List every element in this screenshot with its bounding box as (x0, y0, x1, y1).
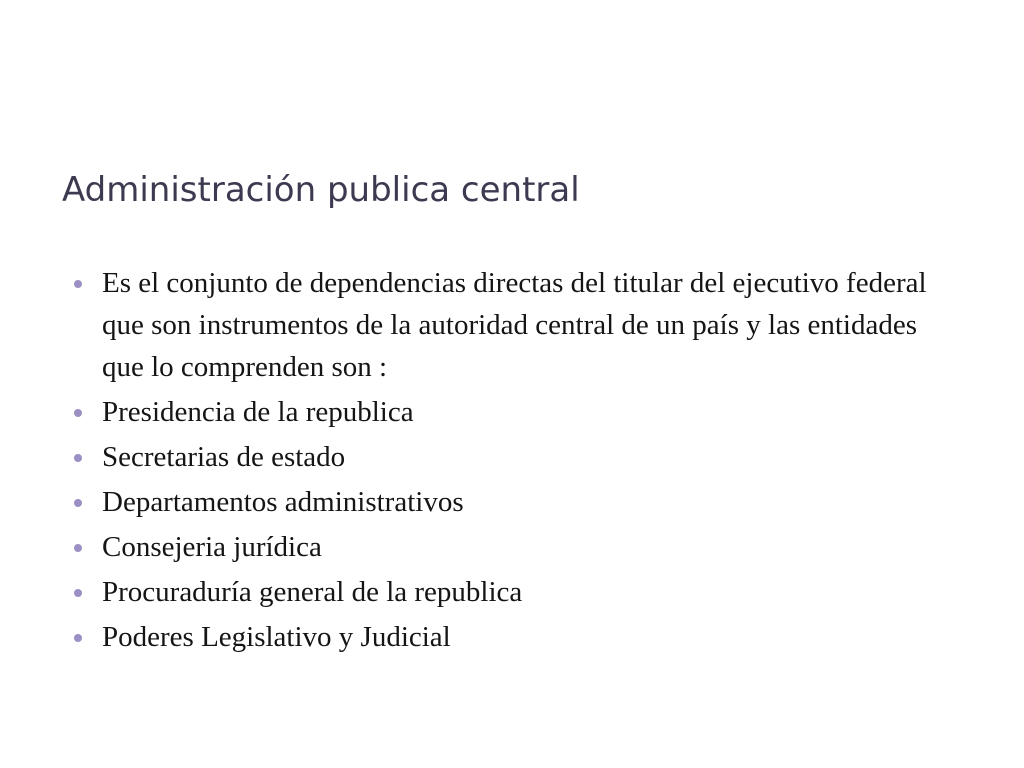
bullet-text: Poderes Legislativo y Judicial (102, 621, 451, 653)
bullet-text: Consejeria jurídica (102, 531, 322, 563)
bullet-dot-icon (74, 409, 82, 417)
bullet-text: Procuraduría general de la republica (102, 576, 523, 608)
bullet-text: Presidencia de la republica (102, 396, 414, 428)
slide-title: Administración publica central (62, 170, 580, 210)
bullet-text: Secretarias de estado (102, 441, 346, 473)
bullet-item-secretarias (74, 436, 954, 478)
bullet-item-presidencia (74, 391, 954, 433)
bullet-item-consejeria (74, 526, 954, 568)
bullet-dot-icon (74, 634, 82, 642)
bullet-dot-icon (74, 499, 82, 507)
bullet-text: Departamentos administrativos (102, 486, 464, 518)
bullet-dot-icon (74, 544, 82, 552)
bullet-item-procuraduria (74, 571, 954, 613)
bullet-item-definition (74, 262, 937, 388)
bullet-item-poderes (74, 616, 954, 658)
bullet-text: Es el conjunto de dependencias directas del titular del ejecutivo federal que son instrumentos de la autoridad central de un país y las entidades que lo comprenden son : (102, 267, 927, 383)
bullet-item-departamentos (74, 481, 954, 523)
bullet-dot-icon (74, 280, 82, 288)
bullet-dot-icon (74, 454, 82, 462)
bullet-dot-icon (74, 589, 82, 597)
bullet-list (74, 262, 954, 661)
